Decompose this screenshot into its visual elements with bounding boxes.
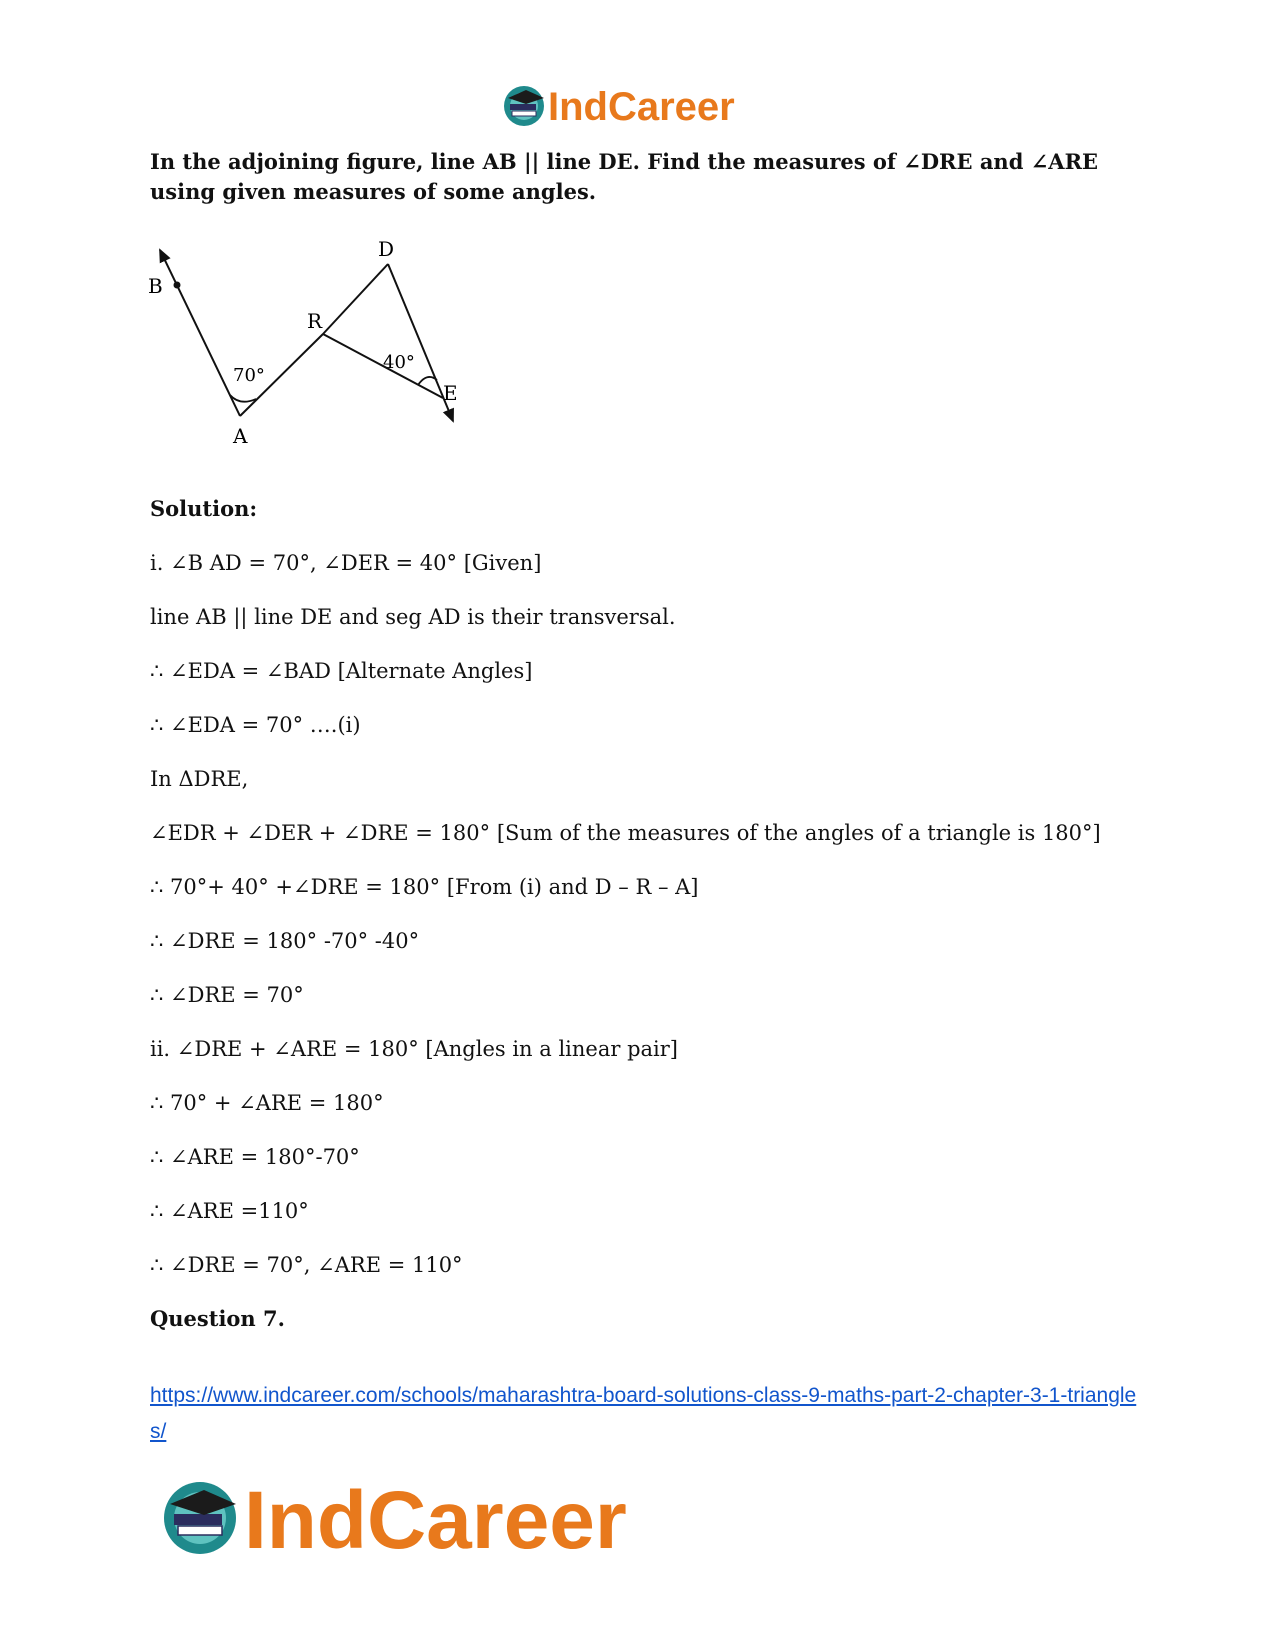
solution-heading: Solution: xyxy=(150,496,258,521)
solution-line: i. ∠B AD = 70°, ∠DER = 40° [Given] xyxy=(150,551,542,575)
solution-line: ∴ ∠EDA = 70° ….(i) xyxy=(150,713,361,737)
solution-line: ii. ∠DRE + ∠ARE = 180° [Angles in a linear pair] xyxy=(150,1037,678,1061)
indcareer-logo-top xyxy=(500,78,780,134)
graduation-cap-icon xyxy=(504,86,544,126)
geometry-figure xyxy=(145,238,495,473)
angle-arc-a xyxy=(230,395,256,402)
solution-line: ∴ ∠ARE =110° xyxy=(150,1199,309,1223)
graduation-cap-icon xyxy=(164,1482,236,1554)
logo-wordmark: IndCareer xyxy=(548,85,735,129)
solution-line: ∴ 70°+ 40° +∠DRE = 180° [From (i) and D – R – A] xyxy=(150,875,699,899)
solution-line: ∴ ∠DRE = 70° xyxy=(150,983,304,1007)
point-b-dot xyxy=(174,282,181,289)
solution-line: ∴ ∠DRE = 70°, ∠ARE = 110° xyxy=(150,1253,463,1277)
angle-arc-e xyxy=(418,377,437,385)
indcareer-logo-bottom xyxy=(160,1468,700,1568)
question-text: In the adjoining figure, line AB || line DE. Find the measures of ∠DRE and ∠ARE using given measures of some angles. xyxy=(150,149,1099,204)
line-ab xyxy=(160,250,240,416)
label-a: A xyxy=(233,424,248,448)
solution-line: ∴ ∠ARE = 180°-70° xyxy=(150,1145,360,1169)
next-question-heading: Question 7. xyxy=(150,1306,285,1331)
label-b: B xyxy=(148,274,163,298)
solution-line: line AB || line DE and seg AD is their transversal. xyxy=(150,605,676,629)
solution-line: In ΔDRE, xyxy=(150,767,249,791)
label-r: R xyxy=(307,309,323,333)
logo-wordmark: IndCareer xyxy=(244,1475,627,1566)
solution-line: ∴ 70° + ∠ARE = 180° xyxy=(150,1091,384,1115)
label-e: E xyxy=(443,381,458,405)
label-angle-e: 40° xyxy=(383,352,415,373)
segment-rd xyxy=(323,264,388,334)
label-d: D xyxy=(378,238,395,261)
source-url-link[interactable]: https://www.indcareer.com/schools/maharashtra-board-solutions-class-9-maths-part-2-chapter-3-1-triangles/ xyxy=(150,1384,1137,1443)
label-angle-a: 70° xyxy=(233,365,265,386)
solution-line: ∴ ∠DRE = 180° -70° -40° xyxy=(150,929,420,953)
solution-line: ∠EDR + ∠DER + ∠DRE = 180° [Sum of the measures of the angles of a triangle is 180°] xyxy=(150,821,1101,845)
solution-line: ∴ ∠EDA = ∠BAD [Alternate Angles] xyxy=(150,659,533,683)
